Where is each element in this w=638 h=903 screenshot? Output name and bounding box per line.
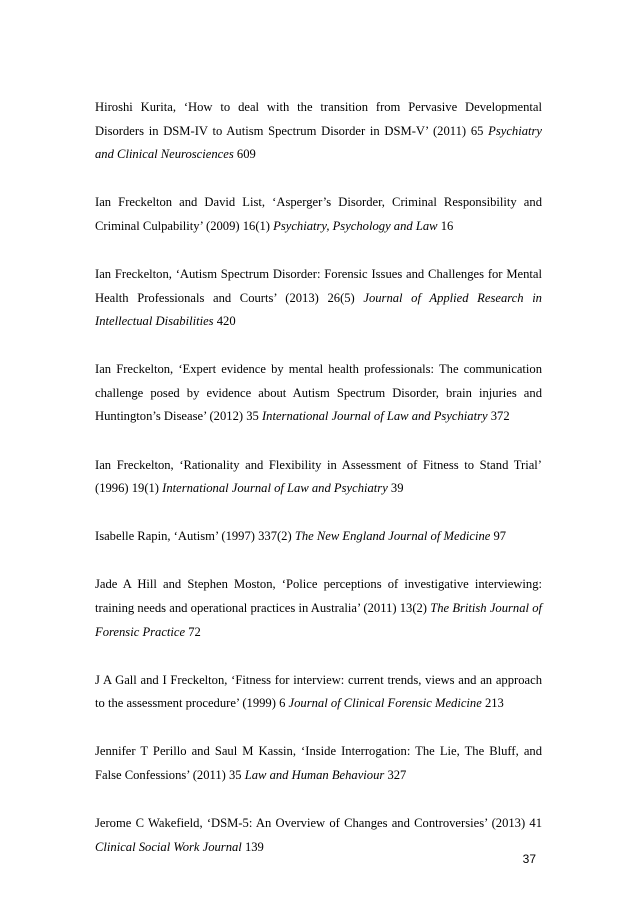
reference-text: Isabelle Rapin, ‘Autism’ (1997) 337(2): [95, 529, 295, 544]
journal-title: International Journal of Law and Psychiatry: [162, 481, 388, 496]
journal-title: Journal of Applied Research in Intellectual Disabilities: [95, 290, 542, 329]
reference-page: 327: [384, 767, 407, 782]
reference-page: 213: [481, 696, 504, 711]
reference-entry: [95, 454, 542, 501]
reference-page: 139: [241, 839, 264, 854]
page-number: 37: [522, 852, 536, 866]
reference-entry: [95, 812, 542, 859]
reference-text: Jennifer T Perillo and Saul M Kassin, ‘Inside Interrogation: The Lie, The Bluff, and False Confessions’ (2011) 35: [95, 744, 542, 782]
reference-page: 97: [490, 529, 507, 544]
reference-page: 72: [185, 624, 201, 639]
reference-entry: [95, 358, 542, 429]
reference-page: 372: [487, 409, 510, 424]
reference-entry: [95, 263, 542, 334]
reference-text: Jerome C Wakefield, ‘DSM-5: An Overview of Changes and Controversies’ (2013) 41: [95, 815, 542, 830]
reference-entry: [95, 740, 542, 787]
reference-text: Ian Freckelton and David List, ‘Asperger’s Disorder, Criminal Responsibility and Criminal Culpability’ (2009) 16(1): [95, 195, 542, 233]
reference-text: Ian Freckelton, ‘Autism Spectrum Disorder: Forensic Issues and Challenges for Mental Health Professionals and Courts’ (2013) 26(5): [95, 266, 542, 305]
reference-page: 39: [387, 481, 404, 496]
reference-list: [95, 96, 542, 884]
reference-text: J A Gall and I Freckelton, ‘Fitness for interview: current trends, views and an approach to the assessment procedure’ (1999) 6: [95, 672, 542, 711]
journal-title: Journal of Clinical Forensic Medicine: [288, 696, 482, 711]
journal-title: Clinical Social Work Journal: [95, 839, 242, 854]
journal-title: Psychiatry, Psychology and Law: [273, 218, 438, 233]
reference-text: Ian Freckelton, ‘Rationality and Flexibility in Assessment of Fitness to Stand Trial’ (1996) 19(1): [95, 457, 542, 496]
journal-title: Psychiatry and Clinical Neurosciences: [95, 123, 542, 162]
journal-title: The British Journal of Forensic Practice: [95, 600, 542, 639]
reference-page: 609: [233, 147, 256, 162]
journal-title: Law and Human Behaviour: [244, 767, 385, 782]
reference-text: Ian Freckelton, ‘Expert evidence by mental health professionals: The communication challenge posed by evidence about Autism Spectrum Disorder, brain injuries and Huntington’s Disease’ (2012) 35: [95, 362, 542, 424]
journal-title: International Journal of Law and Psychiatry: [261, 409, 488, 424]
reference-entry: [95, 525, 542, 549]
reference-entry: [95, 191, 542, 238]
reference-entry: [95, 669, 542, 716]
reference-entry: [95, 573, 542, 644]
reference-page: 16: [437, 218, 454, 233]
reference-text: Jade A Hill and Stephen Moston, ‘Police perceptions of investigative interviewing: training needs and operational practices in Australia’ (2011) 13(2): [95, 577, 542, 615]
journal-title: The New England Journal of Medicine: [294, 529, 491, 544]
reference-entry: [95, 96, 542, 167]
reference-page: 420: [213, 314, 236, 329]
reference-text: Hiroshi Kurita, ‘How to deal with the transition from Pervasive Developmental Disorders in DSM-IV to Autism Spectrum Disorder in DSM-V’ (2011) 65: [95, 100, 542, 138]
